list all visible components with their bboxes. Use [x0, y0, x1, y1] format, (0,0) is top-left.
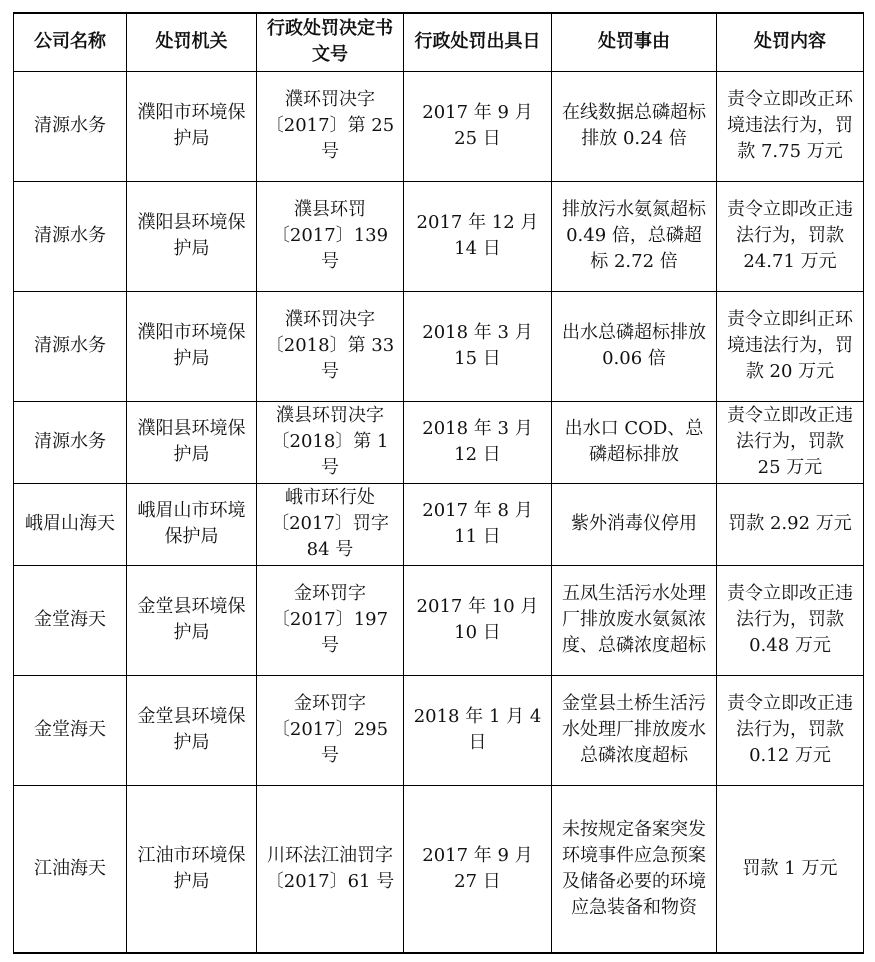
table-row	[14, 291, 864, 401]
table-header-row	[14, 13, 864, 71]
cell-doc-no: 金环罚字〔2017〕197 号	[257, 565, 404, 675]
cell-company: 峨眉山海天	[14, 483, 127, 565]
cell-authority: 濮阳县环境保护局	[127, 181, 257, 291]
cell-doc-no: 濮县环罚〔2017〕139 号	[257, 181, 404, 291]
cell-doc-no: 川环法江油罚字〔2017〕61 号	[257, 785, 404, 953]
cell-date: 2018 年 3 月 12 日	[404, 401, 552, 483]
table-row	[14, 675, 864, 785]
cell-reason: 金堂县土桥生活污水处理厂排放废水总磷浓度超标	[552, 675, 717, 785]
table-row	[14, 401, 864, 483]
cell-content: 责令立即纠正环境违法行为，罚款 20 万元	[717, 291, 864, 401]
cell-authority: 江油市环境保护局	[127, 785, 257, 953]
cell-date: 2017 年 10 月 10 日	[404, 565, 552, 675]
cell-reason: 未按规定备案突发环境事件应急预案及储备必要的环境应急装备和物资	[552, 785, 717, 953]
cell-doc-no: 濮环罚决字〔2018〕第 33 号	[257, 291, 404, 401]
cell-company: 金堂海天	[14, 565, 127, 675]
header-reason: 处罚事由	[552, 13, 717, 71]
cell-company: 清源水务	[14, 181, 127, 291]
header-date: 行政处罚出具日	[404, 13, 552, 71]
cell-content: 罚款 2.92 万元	[717, 483, 864, 565]
cell-doc-no: 濮县环罚决字〔2018〕第 1 号	[257, 401, 404, 483]
cell-content: 责令立即改正违法行为，罚款 0.12 万元	[717, 675, 864, 785]
cell-authority: 濮阳县环境保护局	[127, 401, 257, 483]
cell-reason: 紫外消毒仪停用	[552, 483, 717, 565]
cell-content: 罚款 1 万元	[717, 785, 864, 953]
cell-doc-no: 峨市环行处〔2017〕罚字 84 号	[257, 483, 404, 565]
cell-reason: 出水口 COD、总磷超标排放	[552, 401, 717, 483]
table-row	[14, 71, 864, 181]
cell-company: 金堂海天	[14, 675, 127, 785]
cell-date: 2017 年 9 月 27 日	[404, 785, 552, 953]
cell-content: 责令立即改正违法行为，罚款 24.71 万元	[717, 181, 864, 291]
cell-authority: 濮阳市环境保护局	[127, 71, 257, 181]
header-doc-no: 行政处罚决定书文号	[257, 13, 404, 71]
cell-authority: 峨眉山市环境保护局	[127, 483, 257, 565]
cell-content: 责令立即改正违法行为，罚款 0.48 万元	[717, 565, 864, 675]
cell-company: 清源水务	[14, 71, 127, 181]
table-row	[14, 181, 864, 291]
cell-date: 2018 年 3 月 15 日	[404, 291, 552, 401]
penalty-table	[13, 12, 864, 954]
cell-authority: 金堂县环境保护局	[127, 565, 257, 675]
cell-content: 责令立即改正违法行为，罚款 25 万元	[717, 401, 864, 483]
cell-company: 清源水务	[14, 401, 127, 483]
table-row	[14, 483, 864, 565]
table-row	[14, 565, 864, 675]
cell-date: 2017 年 12 月 14 日	[404, 181, 552, 291]
header-content: 处罚内容	[717, 13, 864, 71]
cell-company: 清源水务	[14, 291, 127, 401]
header-company: 公司名称	[14, 13, 127, 71]
cell-authority: 濮阳市环境保护局	[127, 291, 257, 401]
cell-reason: 排放污水氨氮超标 0.49 倍，总磷超标 2.72 倍	[552, 181, 717, 291]
cell-content: 责令立即改正环境违法行为，罚款 7.75 万元	[717, 71, 864, 181]
cell-date: 2017 年 9 月 25 日	[404, 71, 552, 181]
cell-doc-no: 金环罚字〔2017〕295 号	[257, 675, 404, 785]
cell-reason: 五凤生活污水处理厂排放废水氨氮浓度、总磷浓度超标	[552, 565, 717, 675]
cell-date: 2017 年 8 月 11 日	[404, 483, 552, 565]
header-authority: 处罚机关	[127, 13, 257, 71]
cell-reason: 出水总磷超标排放 0.06 倍	[552, 291, 717, 401]
table-row	[14, 785, 864, 953]
cell-authority: 金堂县环境保护局	[127, 675, 257, 785]
cell-reason: 在线数据总磷超标排放 0.24 倍	[552, 71, 717, 181]
cell-doc-no: 濮环罚决字〔2017〕第 25 号	[257, 71, 404, 181]
cell-company: 江油海天	[14, 785, 127, 953]
cell-date: 2018 年 1 月 4 日	[404, 675, 552, 785]
